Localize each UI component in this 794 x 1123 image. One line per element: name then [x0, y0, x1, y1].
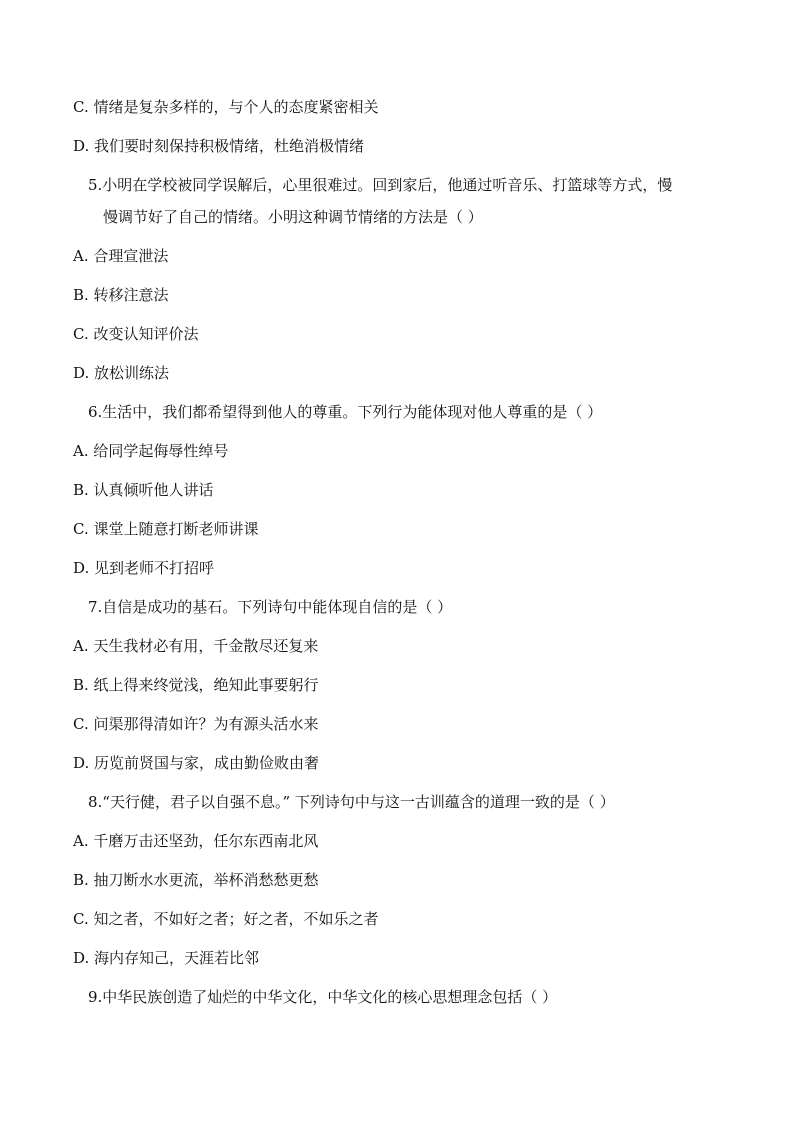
question-5-stem: 5.小明在学校被同学误解后，心里很难过。回到家后，他通过听音乐、打篮球等方式，慢	[88, 176, 673, 194]
question-8-option-b: B. 抽刀断水水更流，举杯消愁愁更愁	[73, 871, 319, 889]
question-8-option-a: A. 千磨万击还坚劲，任尔东西南北风	[73, 832, 319, 850]
question-7-option-d: D. 历览前贤国与家，成由勤俭败由奢	[73, 754, 320, 772]
question-6-option-d: D. 见到老师不打招呼	[73, 559, 215, 577]
question-5-option-d: D. 放松训练法	[73, 364, 170, 382]
question-6-stem: 6.生活中，我们都希望得到他人的尊重。下列行为能体现对他人尊重的是（ ）	[88, 403, 603, 421]
question-8-option-d: D. 海内存知己，天涯若比邻	[73, 949, 260, 967]
question-7-stem: 7.自信是成功的基石。下列诗句中能体现自信的是（ ）	[88, 598, 453, 616]
question-6-option-b: B. 认真倾听他人讲话	[73, 481, 214, 499]
question-8-option-c: C. 知之者，不如好之者；好之者，不如乐之者	[73, 910, 379, 928]
question-7-option-b: B. 纸上得来终觉浅，绝知此事要躬行	[73, 676, 319, 694]
question-5-option-c: C. 改变认知评价法	[73, 325, 199, 343]
question-6-option-c: C. 课堂上随意打断老师讲课	[73, 520, 259, 538]
question-7-option-c: C. 问渠那得清如许？为有源头活水来	[73, 715, 319, 733]
question-9-stem: 9.中华民族创造了灿烂的中华文化，中华文化的核心思想理念包括（ ）	[88, 988, 558, 1006]
prev-option-c: C. 情绪是复杂多样的，与个人的态度紧密相关	[73, 98, 379, 116]
question-7-option-a: A. 天生我材必有用，千金散尽还复来	[73, 637, 319, 655]
question-5-stem-continued: 慢调节好了自己的情绪。小明这种调节情绪的方法是（ ）	[103, 208, 483, 226]
question-5-option-a: A. 合理宣泄法	[73, 247, 169, 265]
question-8-stem: 8.“天行健，君子以自强不息。” 下列诗句中与这一古训蕴含的道理一致的是（ ）	[88, 793, 615, 811]
question-5-option-b: B. 转移注意法	[73, 286, 169, 304]
question-6-option-a: A. 给同学起侮辱性绰号	[73, 442, 229, 460]
prev-option-d: D. 我们要时刻保持积极情绪，杜绝消极情绪	[73, 137, 365, 155]
